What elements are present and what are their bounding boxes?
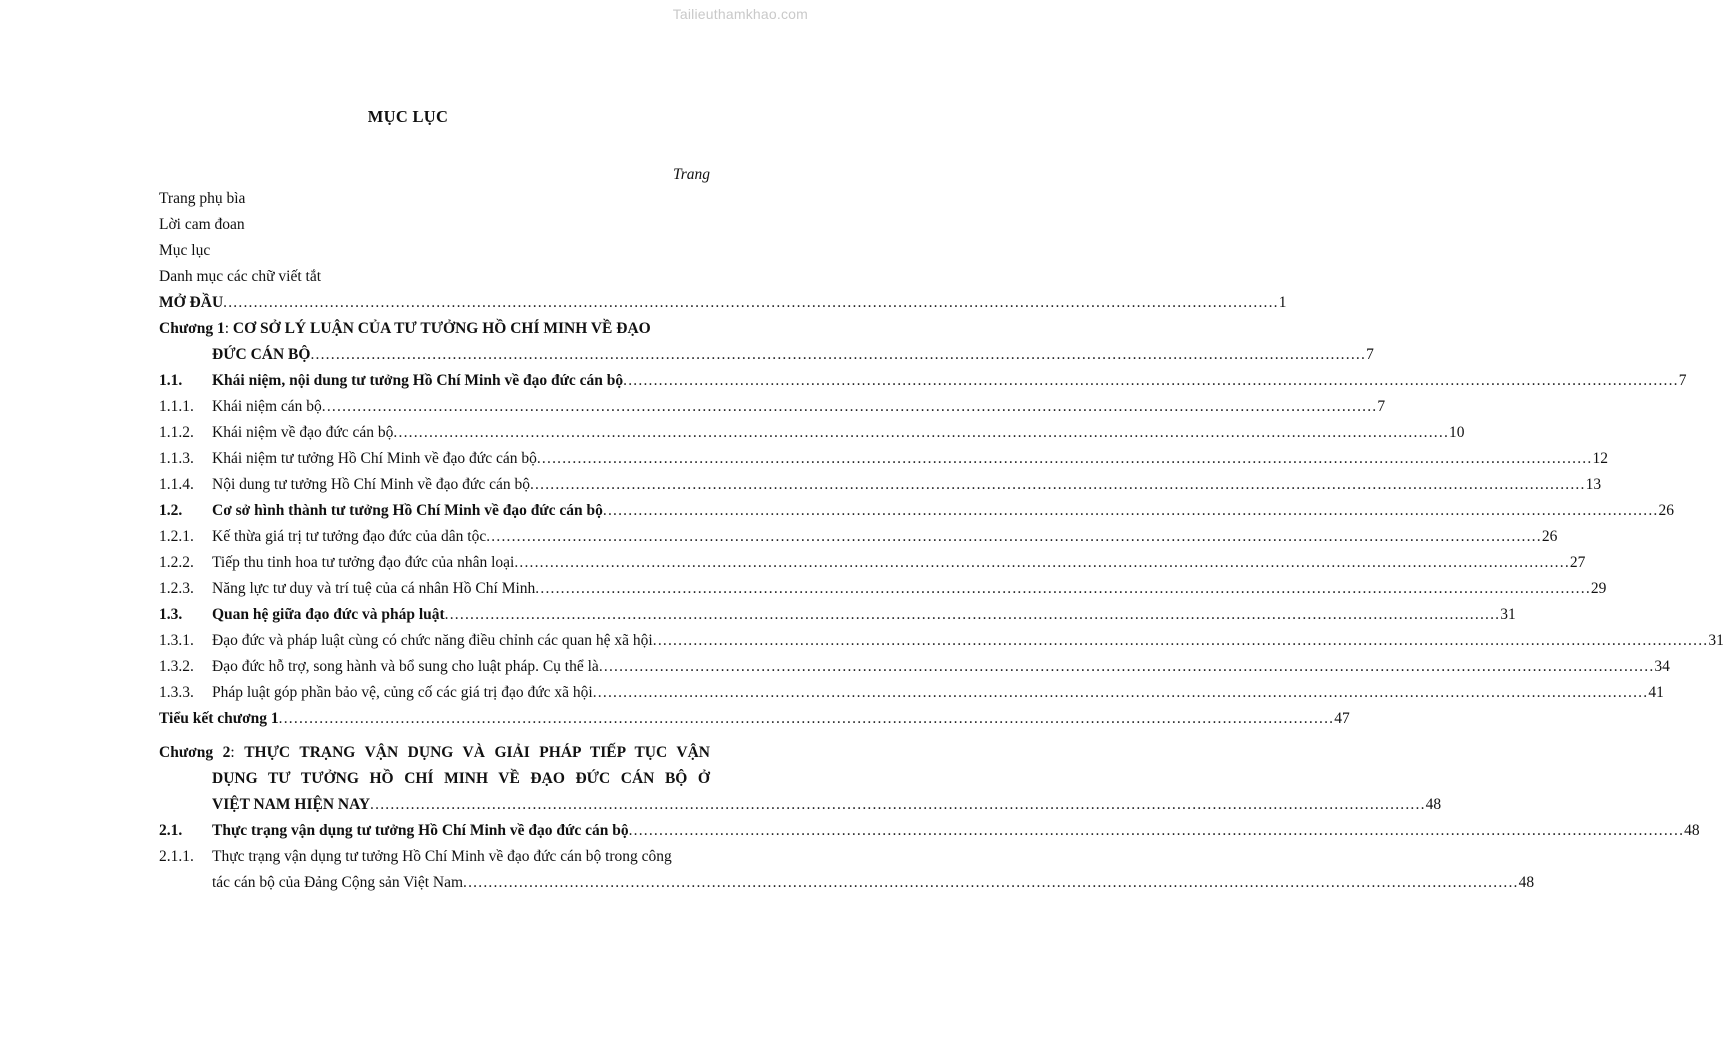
dot-leader xyxy=(593,680,1649,706)
toc-entry-introduction[interactable] xyxy=(159,290,1287,316)
toc-page-number: 48 xyxy=(1518,874,1535,891)
chapter-separator: : xyxy=(224,320,233,337)
toc-section-2-1-1[interactable] xyxy=(159,844,710,870)
dot-leader xyxy=(310,342,1366,368)
toc-page-number: 26 xyxy=(1541,528,1558,545)
toc-page-number: 47 xyxy=(1334,710,1350,727)
chapter-title-line: ĐỨC CÁN BỘ xyxy=(212,346,311,363)
table-of-contents xyxy=(159,186,1724,896)
dot-leader xyxy=(322,394,1378,420)
dot-leader xyxy=(530,472,1586,498)
toc-section-1-1[interactable] xyxy=(159,368,1687,394)
section-number: 2.1. xyxy=(159,822,183,839)
toc-chapter-2-heading[interactable] xyxy=(159,740,710,766)
toc-page-number: 13 xyxy=(1585,476,1602,493)
toc-section-1-3[interactable] xyxy=(159,602,1516,628)
toc-entry-text: Thực trạng vận dụng tư tưởng Hồ Chí Minh về đạo đức cán bộ xyxy=(212,822,629,839)
toc-entry-text: Khái niệm, nội dung tư tưởng Hồ Chí Minh về đạo đức cán bộ xyxy=(212,372,624,389)
toc-page-number: 27 xyxy=(1569,554,1586,571)
dot-leader xyxy=(537,446,1593,472)
dot-leader xyxy=(223,290,1279,316)
dot-leader xyxy=(535,576,1591,602)
toc-page-number: 41 xyxy=(1648,684,1664,701)
toc-entry-text: Cơ sở hình thành tư tưởng Hồ Chí Minh về đạo đức cán bộ xyxy=(212,502,603,519)
toc-entry-text: Năng lực tư duy và trí tuệ của cá nhân Hồ Chí Minh xyxy=(212,580,536,597)
toc-section-1-2-3[interactable] xyxy=(159,576,1607,602)
toc-entry-text: Nội dung tư tưởng Hồ Chí Minh về đạo đức cán bộ xyxy=(212,476,530,493)
section-number: 1.1.4. xyxy=(159,476,194,493)
toc-section-2-1-1-cont[interactable] xyxy=(159,870,1535,896)
chapter-title-line: THỰC TRẠNG VẬN DỤNG VÀ GIẢI PHÁP TIẾP TỤC VẬN xyxy=(244,744,710,761)
toc-entry-cover[interactable] xyxy=(159,186,710,212)
toc-entry-text: Đạo đức hỗ trợ, song hành và bổ sung cho luật pháp. Cụ thể là xyxy=(212,658,599,675)
chapter-label: Chương 1 xyxy=(159,320,225,337)
toc-entry-text: Trang phụ bìa xyxy=(159,190,246,207)
dot-leader xyxy=(514,550,1570,576)
toc-section-1-1-1[interactable] xyxy=(159,394,1386,420)
toc-section-2-1[interactable] xyxy=(159,818,1700,844)
toc-entry-text: Kế thừa giá trị tư tưởng đạo đức của dân tộc xyxy=(212,528,487,545)
toc-page-number: 48 xyxy=(1425,796,1442,813)
toc-entry-text: Tiếp thu tinh hoa tư tưởng đạo đức của nhân loại xyxy=(212,554,515,571)
toc-page-number: 7 xyxy=(1678,372,1687,389)
section-number: 1.1.3. xyxy=(159,450,194,467)
toc-entry-text: Khái niệm về đạo đức cán bộ xyxy=(212,424,394,441)
section-number: 1.3.2. xyxy=(159,658,194,675)
toc-section-1-2[interactable] xyxy=(159,498,1674,524)
toc-entry-abbreviations[interactable] xyxy=(159,264,710,290)
toc-chapter-1-heading[interactable] xyxy=(159,316,710,342)
toc-section-1-3-1[interactable] xyxy=(159,628,1724,654)
dot-leader xyxy=(393,420,1449,446)
section-number: 1.2.1. xyxy=(159,528,194,545)
dot-leader xyxy=(370,792,1426,818)
dot-leader xyxy=(445,602,1501,628)
section-number: 1.2.3. xyxy=(159,580,194,597)
page-column-label: Trang xyxy=(672,166,710,183)
toc-entry-text: Khái niệm cán bộ xyxy=(212,398,322,415)
chapter-title-line: CƠ SỞ LÝ LUẬN CỦA TƯ TƯỞNG HỒ CHÍ MINH VỀ ĐẠO xyxy=(232,320,651,337)
toc-chapter-1-heading-cont[interactable] xyxy=(159,342,1374,368)
dot-leader xyxy=(463,870,1519,896)
dot-leader xyxy=(623,368,1679,394)
section-number: 1.3. xyxy=(159,606,183,623)
toc-page-number: 1 xyxy=(1278,294,1287,311)
toc-entry-declaration[interactable] xyxy=(159,212,710,238)
dot-leader xyxy=(279,706,1335,732)
toc-section-1-1-3[interactable] xyxy=(159,446,1608,472)
toc-section-1-3-3[interactable] xyxy=(159,680,1664,706)
section-number: 1.1. xyxy=(159,372,183,389)
toc-page-number: 31 xyxy=(1708,632,1724,649)
toc-page-number: 10 xyxy=(1449,424,1465,441)
toc-page-number: 12 xyxy=(1592,450,1608,467)
toc-entry-text: Quan hệ giữa đạo đức và pháp luật xyxy=(212,606,445,623)
toc-entry-text: Pháp luật góp phần bảo vệ, củng cố các giá trị đạo đức xã hội xyxy=(212,684,593,701)
toc-page-number: 48 xyxy=(1684,822,1700,839)
toc-page-number: 7 xyxy=(1366,346,1374,363)
dot-leader xyxy=(603,498,1659,524)
section-number: 1.2.2. xyxy=(159,554,194,571)
toc-page-number: 34 xyxy=(1654,658,1670,675)
toc-entry-text: MỞ ĐẦU xyxy=(159,294,224,311)
dot-leader xyxy=(629,818,1685,844)
section-number: 1.1.1. xyxy=(159,398,194,415)
chapter-separator: : xyxy=(230,744,245,761)
dot-leader xyxy=(599,654,1655,680)
section-number: 1.2. xyxy=(159,502,183,519)
section-number: 1.1.2. xyxy=(159,424,194,441)
toc-entry-contents[interactable] xyxy=(159,238,710,264)
dot-leader xyxy=(486,524,1542,550)
section-number: 2.1.1. xyxy=(159,848,194,865)
dot-leader xyxy=(653,628,1709,654)
toc-entry-text: Thực trạng vận dụng tư tưởng Hồ Chí Minh về đạo đức cán bộ trong công xyxy=(212,848,672,865)
toc-entry-text: tác cán bộ của Đảng Cộng sản Việt Nam xyxy=(212,874,464,891)
toc-entry-text: Danh mục các chữ viết tắt xyxy=(159,268,322,285)
toc-chapter-2-heading-cont[interactable] xyxy=(159,766,710,792)
chapter-title-line: DỤNG TƯ TƯỞNG HỒ CHÍ MINH VỀ ĐẠO ĐỨC CÁN BỘ Ở xyxy=(212,770,710,787)
toc-page-number: 29 xyxy=(1590,580,1607,597)
chapter-title-line: VIỆT NAM HIỆN NAY xyxy=(212,796,371,813)
toc-section-1-2-1[interactable] xyxy=(159,524,1558,550)
toc-entry-text: Tiểu kết chương 1 xyxy=(159,710,279,727)
toc-entry-text: Lời cam đoan xyxy=(159,216,245,233)
toc-section-1-1-4[interactable] xyxy=(159,472,1602,498)
watermark-text: Tailieuthamkhao.com xyxy=(672,6,808,22)
toc-chapter-1-summary[interactable] xyxy=(159,706,1350,732)
page-title: MỤC LỤC xyxy=(367,107,449,126)
toc-section-1-2-2[interactable] xyxy=(159,550,1586,576)
toc-page-number: 26 xyxy=(1658,502,1674,519)
toc-page-number: 7 xyxy=(1377,398,1386,415)
toc-chapter-2-heading-cont-2[interactable] xyxy=(159,792,1442,818)
toc-entry-text: Đạo đức và pháp luật cùng có chức năng điều chỉnh các quan hệ xã hội xyxy=(212,632,653,649)
toc-entry-text: Mục lục xyxy=(159,242,211,259)
toc-page-number: 31 xyxy=(1500,606,1516,623)
chapter-label: Chương 2 xyxy=(159,744,231,761)
section-number: 1.3.3. xyxy=(159,684,194,701)
section-number: 1.3.1. xyxy=(159,632,194,649)
toc-entry-text: Khái niệm tư tưởng Hồ Chí Minh về đạo đức cán bộ xyxy=(212,450,537,467)
toc-section-1-1-2[interactable] xyxy=(159,420,1465,446)
toc-section-1-3-2[interactable] xyxy=(159,654,1670,680)
